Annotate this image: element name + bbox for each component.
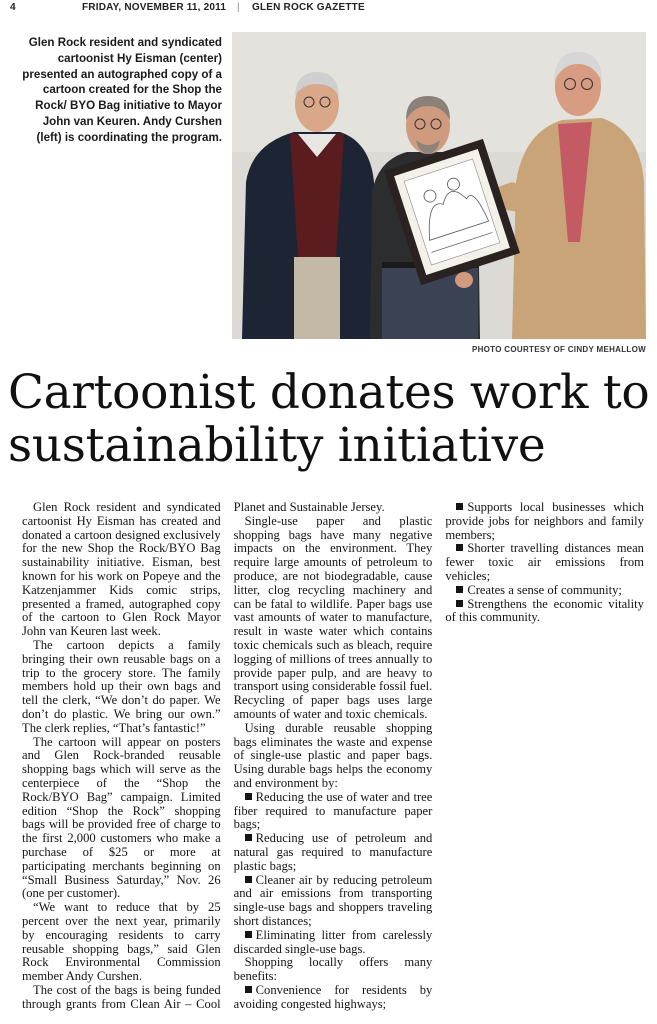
paragraph-text: Cleaner air by reducing petroleum and air emissions from transporting single-use bags and shoppers traveling short distances;: [233, 872, 433, 928]
paragraph-text: Reducing the use of water and tree fiber required to manufacture paper bags;: [233, 789, 433, 832]
bullet-item: [445, 598, 644, 626]
article-headline: Cartoonist donates work to sustainability initiative: [8, 365, 650, 473]
page-header: [10, 2, 650, 16]
paragraph-text: Single-use paper and plastic shopping bags have many negative impacts on the environment. They require large amounts of petroleum to produce, are not biodegradable, cause litter, clog recycling machinery and can be fatal to wildlife. Paper bags use vast amounts of water to manufacture, result in waste water which contains toxic chemicals such as bleach, require logging of millions of trees annually to provide paper pulp, and are heavy to transport using considerable fossil fuel. Recycling of paper bags uses large amounts of water and toxic chemicals.: [233, 513, 433, 721]
center-hand: [455, 272, 473, 288]
bullet-square-icon: [456, 600, 463, 607]
paragraph-text: Reducing use of petroleum and natural gas required to manufacture plastic bags;: [233, 831, 433, 873]
bullet-square-icon: [245, 986, 252, 993]
article-paragraph: [22, 736, 221, 902]
article-paragraph: [22, 639, 221, 736]
article-paragraph: [234, 956, 433, 984]
bullet-item: [445, 542, 644, 583]
article-paragraph: [22, 901, 221, 984]
bullet-item: [234, 929, 433, 957]
paragraph-text: Strengthens the economic vitality of this community.: [445, 596, 644, 625]
photo-illustration: [232, 32, 646, 339]
bullet-item: [234, 874, 433, 929]
bullet-square-icon: [456, 544, 463, 551]
paragraph-text: Shopping locally offers many benefits:: [233, 955, 433, 984]
bullet-square-icon: [245, 931, 252, 938]
page-number: 4: [10, 2, 16, 13]
bullet-square-icon: [456, 586, 463, 593]
header-separator: |: [237, 2, 240, 13]
paragraph-text: The cartoon will appear on posters and Glen Rock-branded reusable shopping bags which will serve as the centerpiece of the “Shop the Rock/BYO Bag” campaign. Limited edition “Shop the Rock” shopping bags will be provided free of charge to the first 2,000 customers who make a purchase of $25 or more at participating merchants beginning on “Small Business Saturday,” Nov. 26 (one per customer).: [22, 734, 221, 901]
bullet-square-icon: [456, 503, 463, 510]
article-paragraph: [22, 501, 221, 639]
bullet-item: [234, 832, 433, 873]
paragraph-text: Using durable reusable shopping bags eliminates the waste and expense of single-use plastic and paper bags. Using durable bags helps the economy and environment by:: [233, 720, 433, 790]
photo-credit: PHOTO COURTESY OF CINDY MEHALLOW: [471, 345, 646, 354]
bullet-item: [234, 984, 433, 1012]
article-photo: [232, 32, 646, 339]
paragraph-text: Glen Rock resident and syndicated cartoonist Hy Eisman has created and donated a cartoon designed exclusively for the new Shop the Rock/BYO Bag sustainability initiative. Eisman, best known for his work on Popeye and the Katzenjammer Kids comic strips, presented a framed, autographed copy of the cartoon to Glen Rock Mayor John van Keuren last week.: [22, 500, 221, 639]
paragraph-text: Eliminating litter from carelessly discarded single-use bags.: [233, 927, 433, 956]
paragraph-text: “We want to reduce that by 25 percent over the next year, primarily by encouraging residents to carry reusable shopping bags,” said Glen Rock Environmental Commission member Andy Curshen.: [22, 900, 221, 984]
article-body: [22, 501, 644, 1016]
paragraph-text: The cost of the bags is being funded through grants from Clean Air – Cool Planet and Sustainable Jersey.: [22, 500, 385, 1011]
bullet-item: [445, 584, 644, 598]
bullet-square-icon: [245, 834, 252, 841]
paragraph-text: Convenience for residents by avoiding congested highways;: [233, 982, 433, 1011]
bullet-square-icon: [245, 876, 252, 883]
paragraph-text: Shorter travelling distances mean fewer toxic air emissions from vehicles;: [445, 541, 644, 583]
paragraph-text: Supports local businesses which provide jobs for neighbors and family members;: [445, 500, 644, 542]
photo-caption: Glen Rock resident and syndicated cartoonist Hy Eisman (center) presented an autographed copy of a cartoon created for the Shop the Rock/ BYO Bag initiative to Mayor John van Keuren. Andy Curshen (left) is coordinating the program.: [22, 36, 222, 144]
bullet-square-icon: [245, 793, 252, 800]
article-paragraph: [234, 722, 433, 791]
article-paragraph: [234, 515, 433, 722]
paragraph-text: Creates a sense of community;: [467, 582, 622, 597]
publication-name: GLEN ROCK GAZETTE: [252, 2, 365, 13]
bullet-item: [234, 791, 433, 832]
issue-date: FRIDAY, NOVEMBER 11, 2011: [82, 2, 227, 13]
bullet-item: [445, 501, 644, 542]
paragraph-text: The cartoon depicts a family bringing their own reusable bags on a trip to the grocery store. The family members hold up their own bags and tell the clerk, “We don’t do paper. We don’t do plastic. We bring our own.” The clerk replies, “That’s fantastic!”: [22, 637, 221, 735]
